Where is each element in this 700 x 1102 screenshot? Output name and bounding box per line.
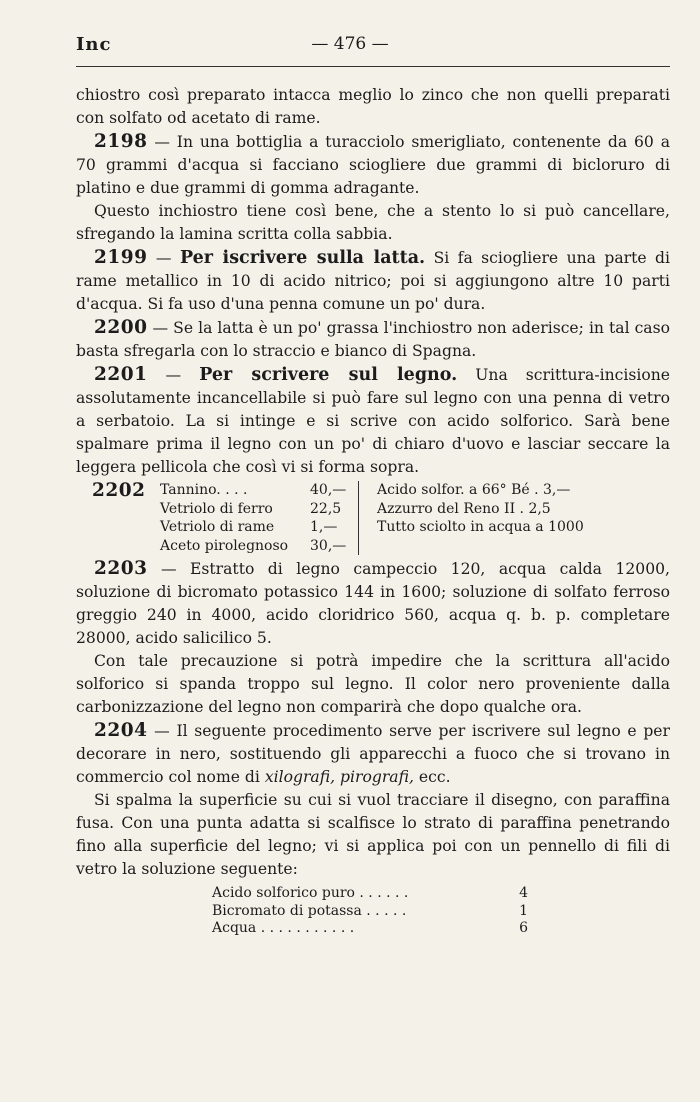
paragraph: Questo inchiostro tiene così bene, che a stento lo si può cancellare, sfregando la lamina scritta colla sabbia. bbox=[76, 202, 670, 243]
running-head: Inc bbox=[76, 34, 112, 55]
ingredient-amount: 30,— bbox=[310, 537, 347, 554]
ingredient-amount: 22,5 bbox=[310, 500, 342, 517]
solution-ingredient: Acqua . . . . . . . . . . . bbox=[212, 920, 355, 936]
ingredient-row bbox=[160, 518, 358, 537]
ingredient-amount: 2,5 bbox=[524, 500, 551, 517]
ingredient-name: Vetriolo di rame bbox=[160, 519, 275, 535]
recipe-text: — In una bottiglia a turacciolo smerigliato, contenente da 60 a 70 grammi d'acqua si facciano sciogliere due grammi di bicloruro di platino e due grammi di gomma adragante. bbox=[76, 133, 670, 197]
recipe-number: 2201 bbox=[94, 364, 148, 385]
ingredient-row bbox=[160, 481, 358, 500]
recipe-heading: Per scrivere sul legno. bbox=[199, 365, 458, 385]
ingredient-row bbox=[160, 500, 358, 519]
recipe-text: — Il seguente procedimento serve per iscrivere sul legno e per decorare in nero, sostituendo gli apparecchi a fuoco che si trovano in commercio col nome di bbox=[76, 722, 670, 786]
ingredient-amount: 40,— bbox=[310, 482, 347, 498]
solution-row bbox=[212, 885, 528, 903]
ingredient-name: Aceto pirolegnoso bbox=[160, 537, 289, 554]
solution-ingredient: Bicromato di potassa . . . . . bbox=[212, 902, 407, 919]
recipe-number: 2202 bbox=[92, 480, 146, 501]
recipe-2202 bbox=[76, 481, 670, 555]
solution-row bbox=[212, 903, 528, 921]
ingredient-name: Azzurro del Reno II . bbox=[377, 500, 524, 517]
recipe-2198 bbox=[76, 130, 670, 200]
solution-amount: 4 bbox=[519, 885, 528, 901]
italic-terms: xilografi, pirografi, bbox=[264, 768, 414, 786]
recipe-number: 2204 bbox=[94, 720, 148, 741]
solution-amount: 1 bbox=[519, 902, 528, 919]
recipe-2201 bbox=[76, 363, 670, 479]
solution-row bbox=[212, 920, 528, 938]
recipe-text: Si fa sciogliere una parte di rame metallico in 10 di acido nitrico; poi si aggiungono altre 10 parti d'acqua. Si fa uso d'una penna comune un po' dura. bbox=[76, 249, 670, 313]
recipe-dash: — bbox=[147, 366, 200, 384]
recipe-text: — Estratto di legno campeccio 120, acqua calda 12000, soluzione di bicromato potassico 144 in 1600; soluzione di solfato ferroso greggio 240 in 4000, acido cloridrico 560, acqua q. b. p. completare 28000, acido salicilico 5. bbox=[76, 560, 670, 647]
page-body bbox=[76, 84, 670, 938]
recipe-2199 bbox=[76, 246, 670, 316]
recipe-text: — Se la latta è un po' grassa l'inchiostro non aderisce; in tal caso basta sfregarla con lo straccio e bianco di Spagna. bbox=[76, 319, 670, 360]
paragraph: chiostro così preparato intacca meglio lo zinco che non quelli preparati con solfato od acetato di rame. bbox=[76, 86, 670, 127]
recipe-number: 2200 bbox=[94, 317, 148, 338]
recipe-heading: Per iscrivere sulla latta. bbox=[179, 248, 426, 268]
page-number: — 476 — bbox=[311, 34, 389, 54]
paragraph: Si spalma la superficie su cui si vuol tracciare il disegno, con paraffina fusa. Con una punta adatta si scalfisce lo strato di paraffina penetrando fino alla superficie del legno; vi si applica poi con un pennello di fili di vetro la soluzione seguente: bbox=[76, 791, 670, 878]
ingredient-row bbox=[160, 537, 358, 556]
recipe-number: 2203 bbox=[94, 558, 148, 579]
recipe-text-end: ecc. bbox=[413, 768, 451, 786]
recipe-2204 bbox=[76, 719, 670, 789]
ingredients-right-column bbox=[359, 481, 584, 555]
solution-amount: 6 bbox=[519, 920, 528, 936]
ingredient-amount: 3,— bbox=[538, 482, 571, 498]
recipe-number: 2198 bbox=[94, 131, 148, 152]
solution-list bbox=[212, 885, 528, 938]
recipe-number: 2199 bbox=[94, 247, 148, 268]
recipe-2200 bbox=[76, 316, 670, 363]
ingredient-name: Acido solfor. a 66° Bé . bbox=[377, 482, 539, 498]
ingredient-name: Tannino. . . . bbox=[160, 482, 248, 498]
header-rule bbox=[76, 66, 670, 67]
ingredient-name: Tutto sciolto in acqua a 1000 bbox=[377, 519, 584, 535]
ingredient-row bbox=[377, 481, 584, 500]
solution-ingredient: Acido solforico puro . . . . . . bbox=[212, 885, 409, 901]
recipe-2203 bbox=[76, 557, 670, 650]
ingredients-left-column bbox=[160, 481, 359, 555]
paragraph: Con tale precauzione si potrà impedire che la scrittura all'acido solforico si spanda troppo sul legno. Il color nero proveniente dalla carbonizzazione del legno non comparirà che dopo qualche ora. bbox=[76, 652, 670, 716]
ingredient-row bbox=[377, 500, 584, 519]
recipe-text: Una scrittura-incisione assolutamente incancellabile si può fare sul legno con una penna di vetro a serbatoio. La si intinge e si scrive con acido solforico. Sarà bene spalmare prima il legno con un po' di chiaro d'uovo e lasciar seccare la leggera pellicola che così vi si forma sopra. bbox=[76, 366, 670, 476]
ingredient-amount: 1,— bbox=[310, 519, 338, 535]
recipe-dash: — bbox=[147, 249, 180, 267]
ingredient-row bbox=[377, 518, 584, 537]
ingredient-name: Vetriolo di ferro bbox=[160, 500, 273, 517]
